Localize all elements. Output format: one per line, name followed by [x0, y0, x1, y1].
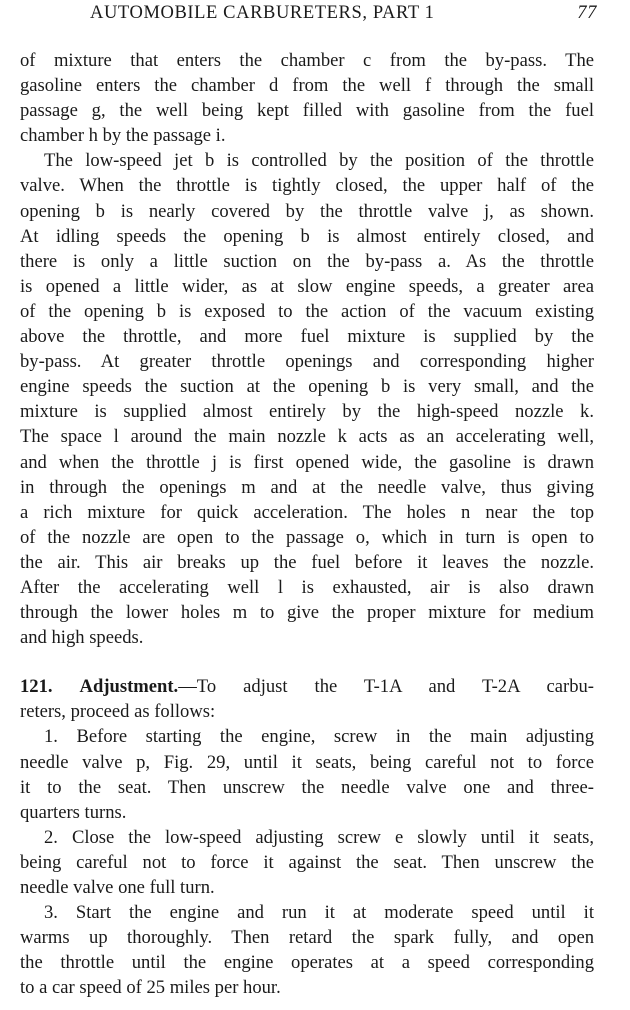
text-line: 1. Before starting the engine, screw in the main adjusting	[44, 726, 594, 748]
paragraph-continuation	[20, 48, 594, 148]
body-text	[20, 48, 594, 1000]
section-heading-line	[20, 674, 594, 699]
text-line: chamber h by the passage i.	[20, 125, 226, 147]
section-number: 121.	[20, 676, 53, 698]
section-adjustment	[20, 674, 594, 724]
text-line: needle valve p, Fig. 29, until it seats, being careful not to force	[20, 751, 594, 773]
text-line: and high speeds.	[20, 627, 144, 649]
text-line: a rich mixture for quick acceleration. The holes n near the top	[20, 501, 594, 523]
text-line: 2. Close the low-speed adjusting screw e slowly until it seats,	[44, 826, 594, 848]
paragraph-low-speed-jet	[20, 148, 594, 650]
text-line: being careful not to force it against the seat. Then unscrew the	[20, 851, 594, 873]
text-line: of the opening b is exposed to the action of the vacuum existing	[20, 300, 594, 322]
text-line: reters, proceed as follows:	[20, 701, 216, 723]
running-title: AUTOMOBILE CARBURETERS, PART 1	[90, 3, 435, 23]
text-line: After the accelerating well l is exhausted, air is also drawn	[20, 576, 594, 598]
section-title: Adjustment.	[79, 676, 179, 698]
text-line: there is only a little suction on the by-pass a. As the throttle	[20, 250, 594, 272]
text-line: The space l around the main nozzle k acts as an accelerating well,	[20, 426, 594, 448]
text-line: quarters turns.	[20, 801, 127, 823]
text-line: above the throttle, and more fuel mixture is supplied by the	[20, 326, 594, 348]
text-line: valve. When the throttle is tightly closed, the upper half of the	[20, 175, 594, 197]
text-line: the throttle until the engine operates at a speed corresponding	[20, 952, 594, 974]
page-header	[20, 3, 597, 27]
text-line: needle valve one full turn.	[20, 877, 215, 898]
text-line: warms up thoroughly. Then retard the spark fully, and open	[20, 927, 594, 949]
step-3	[20, 900, 594, 1000]
text-line: 3. Start the engine and run it at moderate speed until it	[44, 902, 594, 924]
step-1	[20, 724, 594, 824]
text-line: it to the seat. Then unscrew the needle valve one and three-	[20, 776, 594, 798]
text-line: is opened a little wider, as at slow engine speeds, a greater area	[20, 275, 594, 297]
text-line: gasoline enters the chamber d from the well f through the small	[20, 75, 594, 97]
text-line: The low-speed jet b is controlled by the position of the throttle	[44, 150, 594, 172]
text-line: to a car speed of 25 miles per hour.	[20, 977, 281, 999]
text-line: the air. This air breaks up the fuel before it leaves the nozzle.	[20, 551, 594, 573]
page-number: 77	[577, 3, 597, 23]
text-line: in through the openings m and at the needle valve, thus giving	[20, 476, 594, 498]
text-line: of the nozzle are open to the passage o, which in turn is open to	[20, 526, 594, 548]
text-line: engine speeds the suction at the opening b is very small, and the	[20, 376, 594, 398]
book-page	[20, 0, 597, 1010]
text-line: by-pass. At greater throttle openings and corresponding higher	[20, 351, 594, 373]
text-line: At idling speeds the opening b is almost entirely closed, and	[20, 225, 594, 247]
text-line: mixture is supplied almost entirely by the high-speed nozzle k.	[20, 401, 594, 423]
text-line: through the lower holes m to give the proper mixture for medium	[20, 602, 594, 624]
text-line: and when the throttle j is first opened wide, the gasoline is drawn	[20, 451, 594, 473]
section-gap	[20, 650, 594, 674]
text-line: opening b is nearly covered by the throttle valve j, as shown.	[20, 200, 594, 222]
text-line: passage g, the well being kept filled with gasoline from the fuel	[20, 100, 594, 122]
section-intro: —To adjust the T-1A and T-2A carbu-	[178, 676, 594, 698]
step-2	[20, 825, 594, 900]
text-line: of mixture that enters the chamber c from the by-pass. The	[20, 50, 594, 71]
